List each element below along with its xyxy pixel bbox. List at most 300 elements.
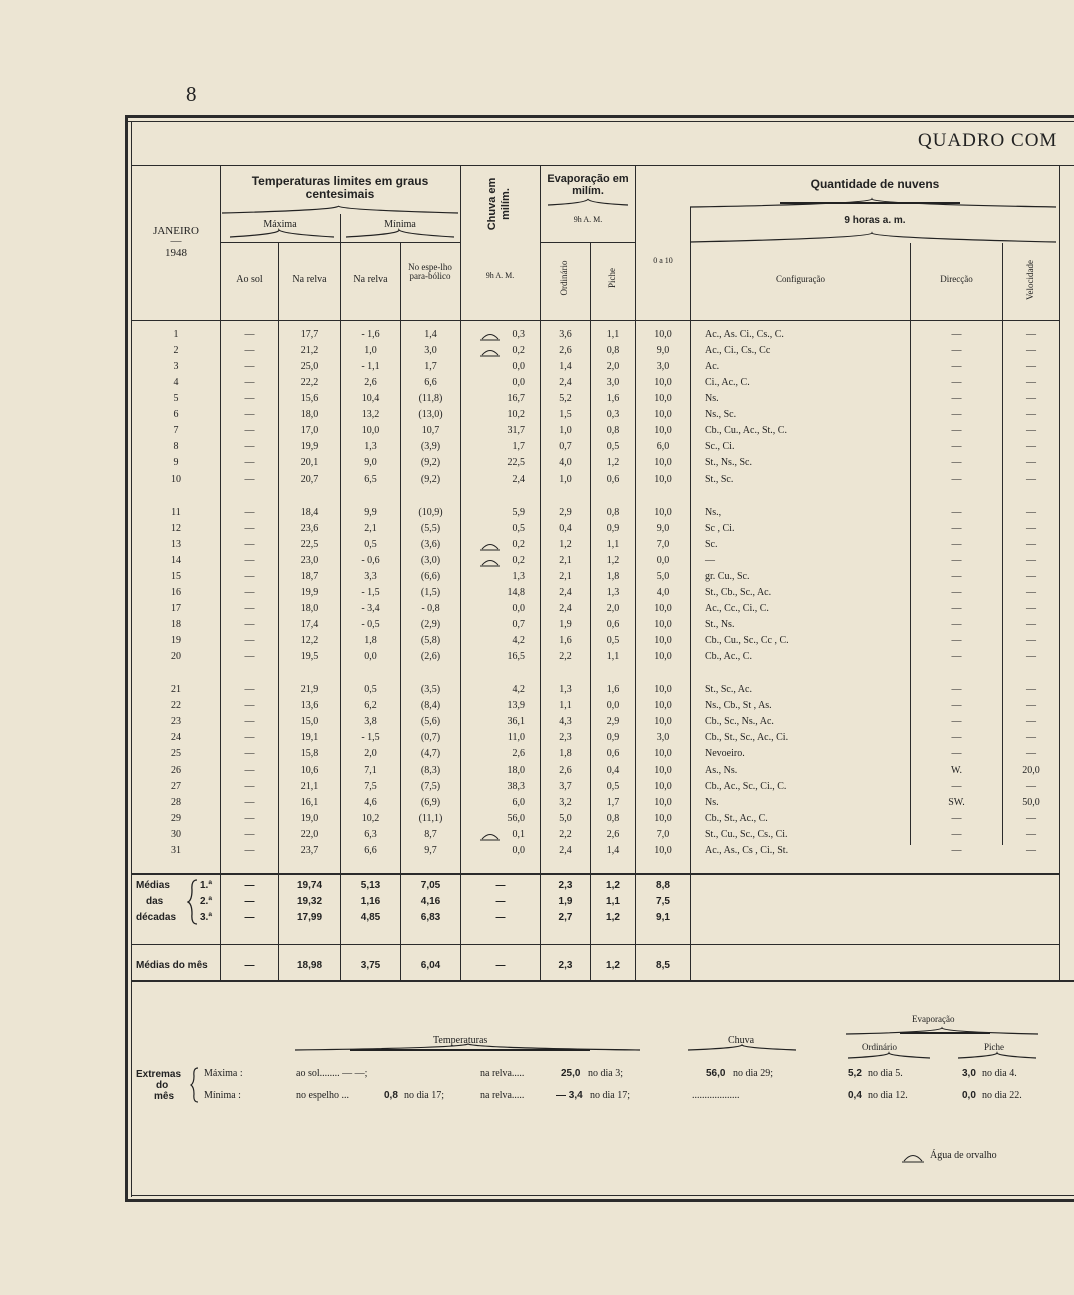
piche-cell: 3,0 — [606, 377, 620, 389]
piche-cell: 0,8 — [606, 812, 620, 824]
chuva-cell: 0,0 — [512, 361, 525, 373]
summary-month-relva_min-cell: 3,75 — [360, 960, 381, 971]
nuvens-qty-cell: 10,0 — [654, 700, 672, 712]
summary-month-chuva-cell: — — [495, 960, 506, 971]
relva-max-cell: 19,1 — [300, 732, 319, 744]
piche-cell: 0,9 — [606, 522, 620, 534]
relva-max-cell: 18,0 — [300, 409, 319, 421]
summary-top-line — [131, 873, 1060, 875]
summary-decade-piche-cell: 1,2 — [606, 912, 620, 923]
piche-cell: 2,0 — [606, 602, 620, 614]
extremes-min-espelho-label: no espelho ... — [296, 1090, 350, 1101]
nuvens-qty-cell: 10,0 — [654, 602, 672, 614]
summary-decade-chuva-cell: — — [495, 880, 506, 891]
direccao-cell: — — [951, 329, 962, 340]
piche-cell: 1,1 — [606, 329, 620, 340]
relva-max-cell: 20,1 — [300, 457, 319, 469]
configuracao-cell: — — [705, 554, 715, 566]
summary-decade-number: 3.ª — [200, 912, 213, 923]
nuvens-qty-cell: 10,0 — [654, 716, 672, 728]
espelho-cell: 9,7 — [424, 844, 437, 856]
ordinario-cell: 3,2 — [559, 796, 572, 808]
relva-min-cell: 1,8 — [364, 635, 377, 647]
dew-icon — [480, 541, 500, 551]
nuvens-qty-cell: 10,0 — [654, 393, 672, 405]
relva-max-cell: 13,6 — [300, 700, 319, 712]
espelho-cell: (5,6) — [420, 716, 441, 728]
configuracao-cell: Cb., Sc., Ns., Ac. — [705, 716, 774, 728]
relva-max-cell: 18,4 — [300, 506, 319, 518]
ordinario-cell: 2,4 — [559, 586, 572, 598]
nuvens-qty-cell: 9,0 — [656, 522, 670, 534]
relva-max-cell: 18,0 — [300, 602, 319, 614]
extremes-min-relva-label: na relva..... — [480, 1090, 525, 1101]
espelho-cell: - 0,8 — [421, 602, 440, 614]
nuvens-qty-cell: 3,0 — [656, 732, 670, 744]
chuva-cell: 0,7 — [512, 619, 525, 631]
direccao-cell: — — [951, 812, 962, 824]
ao-sol-cell: — — [244, 796, 255, 808]
configuracao-cell: Cb., St., Ac., C. — [705, 812, 768, 824]
chuva-cell: 0,2 — [512, 538, 525, 550]
piche-cell: 1,4 — [606, 844, 620, 856]
velocidade-cell: — — [1026, 441, 1036, 453]
configuracao-cell: Ac., Cc., Ci., C. — [705, 602, 769, 614]
day-cell: 1 — [173, 329, 179, 340]
velocidade-cell: — — [1026, 425, 1036, 437]
summary-decade-relva_max-cell: 17,99 — [296, 912, 323, 923]
chuva-cell: 13,9 — [507, 700, 525, 712]
velocidade-cell: — — [1026, 538, 1036, 550]
piche-cell: 1,3 — [606, 586, 620, 598]
piche-cell: 1,1 — [606, 651, 620, 663]
nuvens-qty-cell: 5,0 — [656, 570, 670, 582]
ao-sol-cell: — — [244, 441, 255, 453]
extremes-ord-min-value: 0,4 — [848, 1090, 862, 1101]
chuva-cell: 16,7 — [507, 393, 525, 405]
extremes-maxima-label: Máxima : — [204, 1068, 243, 1079]
summary-decade-sol-cell: — — [244, 896, 255, 907]
piche-cell: 2,0 — [606, 361, 620, 373]
direccao-cell: — — [951, 684, 962, 696]
extremes-chuva-max-value: 56,0 — [706, 1068, 726, 1079]
chuva-cell: 0,3 — [512, 329, 525, 340]
direccao-cell: — — [951, 570, 962, 582]
chuva-cell: 22,5 — [507, 457, 525, 469]
espelho-cell: (11,8) — [418, 393, 443, 405]
day-cell: 2 — [173, 345, 179, 357]
header-configuracao: Configuração — [776, 274, 825, 284]
piche-cell: 0,9 — [606, 732, 620, 744]
ordinario-cell: 5,2 — [559, 393, 572, 405]
relva-min-cell: - 1,5 — [361, 586, 380, 598]
direccao-cell: — — [951, 425, 962, 437]
day-cell: 11 — [171, 506, 181, 518]
summary-decade-q-cell: 8,8 — [656, 880, 670, 891]
piche-cell: 0,8 — [606, 425, 620, 437]
day-cell: 10 — [171, 473, 181, 485]
ao-sol-cell: — — [244, 716, 255, 728]
extremes-max-sol: ao sol........ — —; — [296, 1068, 368, 1079]
direccao-cell: — — [951, 506, 962, 518]
extremes-label-1: Extremas — [136, 1069, 182, 1080]
relva-min-cell: - 3,4 — [361, 602, 380, 614]
piche-cell: 0,5 — [606, 441, 620, 453]
summary-decade-espelho-cell: 7,05 — [420, 880, 441, 891]
velocidade-cell: — — [1026, 635, 1036, 647]
espelho-cell: (9,2) — [420, 457, 441, 469]
nuvens-qty-cell: 10,0 — [654, 473, 672, 485]
velocidade-cell: — — [1026, 457, 1036, 469]
nuvens-qty-cell: 10,0 — [654, 764, 672, 776]
ao-sol-cell: — — [244, 538, 255, 550]
espelho-cell: (5,8) — [420, 635, 441, 647]
extremes-label-2: do — [156, 1080, 169, 1091]
chuva-cell: 2,4 — [512, 473, 525, 485]
day-cell: 31 — [171, 844, 181, 856]
dew-icon — [480, 831, 500, 841]
dew-icon — [902, 1152, 924, 1164]
ao-sol-cell: — — [244, 457, 255, 469]
relva-max-cell: 19,0 — [300, 812, 319, 824]
nuvens-qty-cell: 10,0 — [654, 844, 672, 856]
summary-month-sol-cell: — — [244, 960, 255, 971]
summary-decade-piche-cell: 1,1 — [606, 896, 620, 907]
ordinario-cell: 5,0 — [559, 812, 572, 824]
summary-decade-ord-cell: 1,9 — [558, 896, 573, 907]
espelho-cell: (6,9) — [420, 796, 441, 808]
espelho-cell: (11,1) — [418, 812, 443, 824]
relva-min-cell: 3,3 — [364, 570, 377, 582]
direccao-cell: — — [951, 473, 962, 485]
chuva-cell: 1,3 — [512, 570, 525, 582]
chuva-cell: 0,2 — [512, 554, 525, 566]
nuvens-qty-cell: 10,0 — [654, 780, 672, 792]
configuracao-cell: Ns., Cb., St , As. — [705, 700, 772, 712]
chuva-cell: 56,0 — [507, 812, 525, 824]
relva-max-cell: 23,0 — [300, 554, 319, 566]
extremes-label-3: mês — [154, 1091, 175, 1102]
piche-cell: 0,6 — [606, 619, 620, 631]
configuracao-cell: Sc , Ci. — [705, 522, 735, 534]
ao-sol-cell: — — [244, 522, 255, 534]
relva-max-cell: 21,1 — [300, 780, 319, 792]
day-cell: 14 — [171, 554, 181, 566]
piche-cell: 1,6 — [606, 684, 620, 696]
direccao-cell: — — [951, 732, 962, 744]
relva-max-cell: 22,2 — [300, 377, 319, 389]
day-cell: 8 — [173, 441, 179, 453]
ordinario-cell: 4,0 — [559, 457, 572, 469]
direccao-cell: — — [951, 377, 962, 389]
direccao-cell: — — [951, 345, 962, 357]
piche-cell: 0,5 — [606, 780, 620, 792]
extremes-min-relva-day: no dia 17; — [590, 1090, 630, 1101]
header-scale: 0 a 10 — [653, 256, 673, 265]
espelho-cell: (8,3) — [420, 764, 441, 776]
summary-label-das: das — [146, 896, 164, 907]
summary-decade-espelho-cell: 4,16 — [420, 896, 441, 907]
direccao-cell: — — [951, 361, 962, 373]
summary-decade-chuva-cell: — — [495, 896, 506, 907]
espelho-cell: (13,0) — [418, 409, 443, 421]
day-cell: 22 — [171, 700, 181, 712]
relva-min-cell: 0,0 — [364, 651, 377, 663]
extremes-label-brace — [190, 1066, 200, 1104]
relva-min-cell: 1,3 — [364, 441, 377, 453]
espelho-cell: (8,4) — [420, 700, 441, 712]
header-velocidade: Velocidade — [1025, 260, 1035, 300]
extremes-piche-min-day: no dia 22. — [982, 1090, 1022, 1101]
extremes-minima-label: Mínima : — [204, 1090, 241, 1101]
day-cell: 15 — [171, 570, 181, 582]
relva-min-cell: - 0,6 — [361, 554, 380, 566]
direccao-cell: — — [951, 409, 962, 421]
day-cell: 17 — [171, 602, 181, 614]
piche-cell: 1,6 — [606, 393, 620, 405]
ao-sol-cell: — — [244, 812, 255, 824]
dew-icon — [480, 347, 500, 357]
extremes-min-espelho-value: 0,8 — [384, 1090, 398, 1101]
relva-max-cell: 21,2 — [300, 345, 319, 357]
direccao-cell: — — [951, 619, 962, 631]
day-cell: 20 — [171, 651, 181, 663]
table-title: QUADRO COM — [918, 130, 1058, 151]
relva-max-cell: 17,4 — [300, 619, 319, 631]
piche-cell: 2,6 — [606, 828, 620, 840]
header-ordinario: Ordinário — [559, 260, 569, 296]
header-direccao: Direcção — [940, 274, 973, 284]
relva-min-cell: 4,6 — [364, 796, 377, 808]
relva-min-cell: 10,0 — [361, 425, 380, 437]
ao-sol-cell: — — [244, 345, 255, 357]
header-nuvens-time: 9 horas a. m. — [844, 215, 906, 226]
frame-bottom-line-1 — [125, 1199, 1074, 1202]
direccao-cell: SW. — [948, 796, 965, 808]
espelho-cell: (3,6) — [420, 538, 441, 550]
chuva-cell: 36,1 — [507, 716, 525, 728]
direccao-cell: W. — [950, 764, 963, 776]
nuvens-qty-cell: 10,0 — [654, 748, 672, 760]
velocidade-cell: — — [1026, 828, 1036, 840]
header-maxima: Máxima — [263, 219, 297, 230]
day-cell: 6 — [173, 409, 179, 421]
relva-max-cell: 23,7 — [300, 844, 319, 856]
configuracao-cell: Ns., Sc. — [705, 409, 737, 421]
ordinario-cell: 1,0 — [559, 473, 572, 485]
summary-month-q-cell: 8,5 — [656, 960, 670, 971]
velocidade-cell: — — [1026, 409, 1036, 421]
summary-month-piche-cell: 1,2 — [606, 960, 620, 971]
relva-max-cell: 10,6 — [300, 764, 319, 776]
summary-decade-sol-cell: — — [244, 912, 255, 923]
relva-min-cell: 2,0 — [364, 748, 377, 760]
relva-min-cell: 9,0 — [364, 457, 377, 469]
chuva-cell: 18,0 — [507, 764, 525, 776]
extremes-temperaturas-header: Temperaturas — [433, 1035, 488, 1046]
direccao-cell: — — [951, 554, 962, 566]
legend-text: Água de orvalho — [930, 1150, 997, 1161]
configuracao-cell: St., Sc. — [705, 473, 734, 485]
ao-sol-cell: — — [244, 684, 255, 696]
nuvens-qty-cell: 10,0 — [654, 651, 672, 663]
relva-max-cell: 19,5 — [300, 651, 319, 663]
velocidade-cell: — — [1026, 522, 1036, 534]
relva-min-cell: 1,0 — [364, 345, 377, 357]
ao-sol-cell: — — [244, 619, 255, 631]
ordinario-cell: 1,8 — [559, 748, 572, 760]
espelho-cell: (3,5) — [420, 684, 441, 696]
configuracao-cell: St., Cu., Sc., Cs., Ci. — [705, 828, 788, 840]
relva-min-cell: - 1,5 — [361, 732, 380, 744]
ao-sol-cell: — — [244, 554, 255, 566]
extremes-chuva-min: ................... — [692, 1090, 740, 1101]
velocidade-cell: — — [1026, 732, 1036, 744]
relva-max-cell: 18,7 — [300, 570, 319, 582]
velocidade-cell: — — [1026, 700, 1036, 712]
extremes-evaporacao-header: Evaporação — [912, 1014, 955, 1024]
header-minima: Mínima — [384, 219, 416, 230]
nuvens-qty-cell: 10,0 — [654, 425, 672, 437]
extremes-ord-min-day: no dia 12. — [868, 1090, 908, 1101]
piche-cell: 0,8 — [606, 506, 620, 518]
ao-sol-cell: — — [244, 586, 255, 598]
espelho-cell: (9,2) — [420, 473, 441, 485]
chuva-cell: 0,1 — [512, 828, 525, 840]
day-cell: 23 — [171, 716, 181, 728]
ordinario-cell: 2,4 — [559, 602, 572, 614]
nuvens-qty-cell: 10,0 — [654, 635, 672, 647]
velocidade-cell: — — [1026, 586, 1036, 598]
summary-decade-sol-cell: — — [244, 880, 255, 891]
day-cell: 29 — [171, 812, 181, 824]
piche-cell: 0,4 — [606, 764, 620, 776]
ao-sol-cell: — — [244, 361, 255, 373]
configuracao-cell: Cb., Ac., Sc., Ci., C. — [705, 780, 787, 792]
configuracao-cell: Ns. — [705, 393, 719, 405]
summary-decade-ord-cell: 2,7 — [558, 912, 573, 923]
ordinario-cell: 2,9 — [559, 506, 572, 518]
ordinario-cell: 2,4 — [559, 377, 572, 389]
relva-max-cell: 19,9 — [300, 586, 319, 598]
direccao-cell: — — [951, 586, 962, 598]
direccao-cell: — — [951, 393, 962, 405]
day-cell: 9 — [173, 457, 179, 469]
nuvens-qty-cell: 10,0 — [654, 506, 672, 518]
summary-decade-number: 2.ª — [200, 896, 213, 907]
relva-max-cell: 21,9 — [300, 684, 319, 696]
ao-sol-cell: — — [244, 506, 255, 518]
relva-min-cell: - 1,1 — [361, 361, 380, 373]
nuvens-qty-cell: 10,0 — [654, 409, 672, 421]
espelho-cell: 1,7 — [424, 361, 437, 373]
summary-decade-q-cell: 9,1 — [656, 912, 670, 923]
configuracao-cell: St., Ns. — [705, 619, 735, 631]
extremes-ord-max-day: no dia 5. — [868, 1068, 903, 1079]
header-evap-time: 9h A. M. — [573, 215, 603, 224]
nuvens-qty-cell: 4,0 — [656, 586, 670, 598]
chuva-cell: 0,5 — [512, 522, 525, 534]
configuracao-cell: Ns., — [705, 506, 722, 518]
header-na-relva-max: Na relva — [292, 274, 327, 285]
velocidade-cell: — — [1026, 812, 1036, 824]
extremes-braces — [0, 1020, 1074, 1065]
day-cell: 16 — [171, 586, 181, 598]
header-na-relva-min: Na relva — [353, 274, 388, 285]
ordinario-cell: 1,6 — [559, 635, 572, 647]
relva-min-cell: 3,8 — [364, 716, 377, 728]
extremes-min-relva-value: — 3,4 — [556, 1090, 583, 1101]
espelho-cell: 8,7 — [424, 828, 437, 840]
day-cell: 21 — [171, 684, 181, 696]
header-no-espelho: No espe-lho para-bólico — [408, 262, 452, 282]
ao-sol-cell: — — [244, 425, 255, 437]
summary-month-ord-cell: 2,3 — [558, 960, 573, 971]
extremes-piche-max-value: 3,0 — [962, 1068, 976, 1079]
chuva-cell: 4,2 — [512, 635, 525, 647]
relva-max-cell: 15,0 — [300, 716, 319, 728]
nuvens-qty-cell: 10,0 — [654, 457, 672, 469]
configuracao-cell: As., Ns. — [705, 764, 738, 776]
relva-min-cell: 7,1 — [364, 764, 377, 776]
extremes-ordinario-header: Ordinário — [862, 1042, 897, 1052]
configuracao-cell: Cb., Cu., Ac., St., C. — [705, 425, 787, 437]
relva-max-cell: 20,7 — [300, 473, 319, 485]
piche-cell: 0,0 — [606, 700, 620, 712]
summary-month-label: Médias do mês — [136, 960, 208, 971]
chuva-cell: 0,2 — [512, 345, 525, 357]
chuva-cell: 4,2 — [512, 684, 525, 696]
configuracao-cell: gr. Cu., Sc. — [705, 570, 750, 582]
summary-mid-line — [131, 944, 1060, 945]
day-cell: 25 — [171, 748, 181, 760]
ordinario-cell: 2,6 — [559, 345, 572, 357]
direccao-cell: — — [951, 635, 962, 647]
velocidade-cell: — — [1026, 748, 1036, 760]
piche-cell: 0,6 — [606, 748, 620, 760]
direccao-cell: — — [951, 602, 962, 614]
ordinario-cell: 1,9 — [559, 619, 572, 631]
velocidade-cell: — — [1026, 361, 1036, 373]
velocidade-cell: — — [1026, 377, 1036, 389]
extremes-max-relva-day: no dia 3; — [588, 1068, 623, 1079]
day-cell: 26 — [171, 764, 181, 776]
summary-decade-number: 1.ª — [200, 880, 213, 891]
day-cell: 7 — [173, 425, 179, 437]
ordinario-cell: 3,7 — [559, 780, 572, 792]
ao-sol-cell: — — [244, 700, 255, 712]
day-cell: 19 — [171, 635, 181, 647]
piche-cell: 0,3 — [606, 409, 620, 421]
summary-decade-relva_min-cell: 5,13 — [360, 880, 381, 891]
day-cell: 12 — [171, 522, 181, 534]
direccao-cell: — — [951, 828, 962, 840]
extremes-max-relva-label: na relva..... — [480, 1068, 525, 1079]
relva-min-cell: 9,9 — [364, 506, 377, 518]
configuracao-cell: Sc. — [705, 538, 718, 550]
espelho-cell: (5,5) — [420, 522, 441, 534]
configuracao-cell: Cb., Ac., C. — [705, 651, 752, 663]
configuracao-cell: St., Cb., Sc., Ac. — [705, 586, 772, 598]
relva-max-cell: 17,7 — [300, 329, 319, 340]
espelho-cell: 6,6 — [424, 377, 437, 389]
relva-min-cell: 6,3 — [364, 828, 377, 840]
espelho-cell: (7,5) — [420, 780, 441, 792]
summary-decade-q-cell: 7,5 — [656, 896, 670, 907]
relva-max-cell: 22,0 — [300, 828, 319, 840]
relva-min-cell: 13,2 — [361, 409, 380, 421]
relva-min-cell: 6,5 — [364, 473, 377, 485]
